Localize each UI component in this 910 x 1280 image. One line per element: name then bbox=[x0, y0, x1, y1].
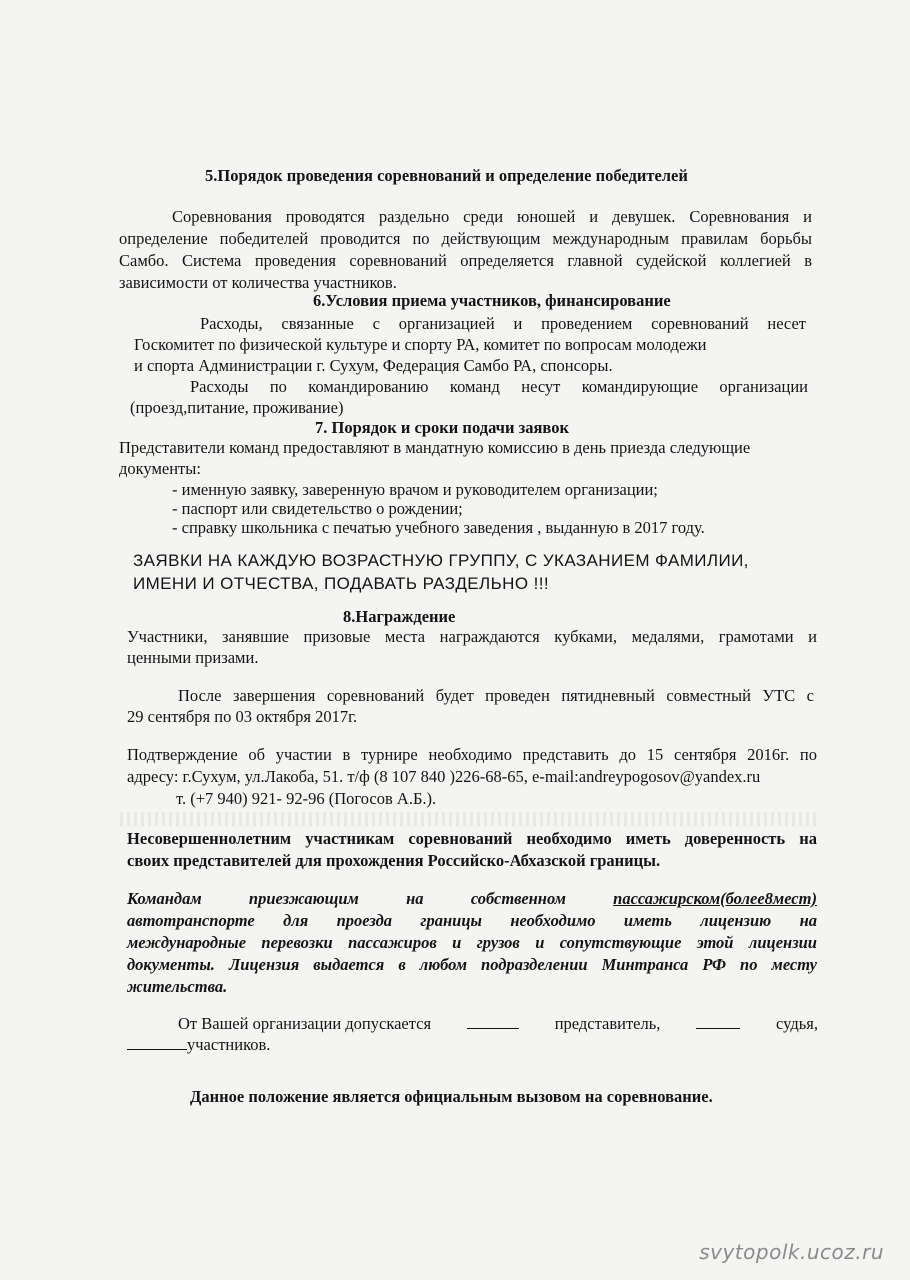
site-watermark: svytopolk.ucoz.ru bbox=[699, 1240, 884, 1264]
minors-line-1: Несовершеннолетним участникам соревнований необходимо иметь доверенность на bbox=[127, 829, 817, 848]
confirm-line-2: адресу: г.Сухум, ул.Лакоба, 51. т/ф (8 107 840 )226-68-65, e-mail:andreypogosov@yandex.ru bbox=[127, 767, 761, 786]
camp-line-1: После завершения соревнований будет проведен пятидневный совместный УТС с bbox=[178, 686, 814, 705]
minors-line-2: своих представителей для прохождения Российско-Абхазской границы. bbox=[127, 851, 661, 870]
transport-word-4: собственном bbox=[470, 889, 566, 908]
section6-line-2: Госкомитет по физической культуре и спорту РА, комитет по вопросам молодежи bbox=[134, 335, 707, 354]
allowance-text-1: От Вашей организации допускается bbox=[178, 1014, 432, 1033]
section5-line-3: Самбо. Система проведения соревнований определяется главной судейской коллегией в bbox=[119, 251, 812, 270]
camp-line-2: 29 сентября по 03 октября 2017г. bbox=[127, 707, 358, 726]
transport-word-3: на bbox=[406, 889, 424, 908]
transport-word-5: пассажирском(более8мест) bbox=[613, 889, 817, 908]
section7-line-1: Представители команд предоставляют в мандатную комиссию в день приезда следующие bbox=[119, 438, 751, 457]
section6-heading: 6.Условия приема участников, финансирование bbox=[313, 291, 671, 310]
section5-line-2: определение победителей проводится по действующим международным правилам борьбы bbox=[119, 229, 812, 248]
transport-word-1: Командам bbox=[127, 889, 202, 908]
scan-noise-band bbox=[120, 812, 820, 826]
section7-item-2: - паспорт или свидетельство о рождении; bbox=[172, 499, 463, 518]
transport-line-1 bbox=[127, 889, 817, 909]
participants-blank[interactable] bbox=[127, 1036, 187, 1050]
confirm-line-3: т. (+7 940) 921- 92-96 (Погосов А.Б.). bbox=[176, 789, 437, 808]
section8-line-1: Участники, занявшие призовые места награждаются кубками, медалями, грамотами и bbox=[127, 627, 817, 646]
closing-statement: Данное положение является официальным вызовом на соревнование. bbox=[190, 1087, 713, 1106]
allowance-text-2: представитель, bbox=[554, 1014, 661, 1033]
transport-line-2: автотранспорте для проезда границы необходимо иметь лицензию на bbox=[127, 911, 817, 930]
allowance-line-2 bbox=[127, 1035, 270, 1055]
transport-line-5: жительства. bbox=[127, 977, 228, 996]
section6-line-1: Расходы, связанные с организацией и проведением соревнований несет bbox=[200, 314, 806, 333]
section8-line-2: ценными призами. bbox=[127, 648, 259, 667]
section5-line-1: Соревнования проводятся раздельно среди юношей и девушек. Соревнования и bbox=[172, 207, 812, 226]
section7-line-2: документы: bbox=[119, 459, 201, 478]
section8-heading: 8.Награждение bbox=[343, 607, 456, 626]
section5-heading: 5.Порядок проведения соревнований и определение победителей bbox=[205, 166, 688, 185]
allowance-text-4: участников. bbox=[187, 1035, 271, 1054]
transport-line-4: документы. Лицензия выдается в любом подразделении Минтранса РФ по месту bbox=[127, 955, 817, 974]
section6-line-4: Расходы по командированию команд несут командирующие организации bbox=[190, 377, 808, 396]
section6-line-5: (проезд,питание, проживание) bbox=[130, 398, 344, 417]
section5-line-4: зависимости от количества участников. bbox=[119, 273, 397, 292]
judges-blank[interactable] bbox=[696, 1015, 740, 1029]
section6-line-3: и спорта Администрации г. Сухум, Федерация Самбо РА, спонсоры. bbox=[134, 356, 613, 375]
confirm-line-1: Подтверждение об участии в турнире необходимо представить до 15 сентября 2016г. по bbox=[127, 745, 817, 764]
representatives-blank[interactable] bbox=[467, 1015, 519, 1029]
notice-line-2: ИМЕНИ И ОТЧЕСТВА, ПОДАВАТЬ РАЗДЕЛЬНО !!! bbox=[133, 574, 549, 593]
section7-item-3: - справку школьника с печатью учебного заведения , выданную в 2017 году. bbox=[172, 518, 705, 537]
transport-line-3: международные перевозки пассажиров и грузов и сопутствующие этой лицензии bbox=[127, 933, 817, 952]
section7-item-1: - именную заявку, заверенную врачом и руководителем организации; bbox=[172, 480, 658, 499]
transport-word-2: приезжающим bbox=[248, 889, 359, 908]
allowance-text-3: судья, bbox=[776, 1014, 818, 1033]
allowance-line-1 bbox=[178, 1014, 818, 1034]
notice-line-1: ЗАЯВКИ НА КАЖДУЮ ВОЗРАСТНУЮ ГРУППУ, С УКАЗАНИЕМ ФАМИЛИИ, bbox=[133, 551, 749, 570]
section7-heading: 7. Порядок и сроки подачи заявок bbox=[315, 418, 569, 437]
